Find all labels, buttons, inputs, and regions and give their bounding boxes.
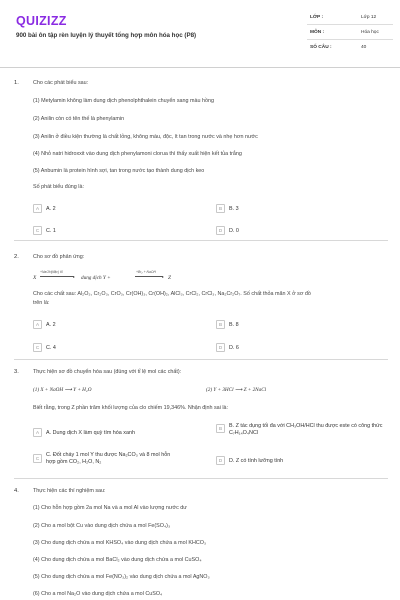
meta-label: SỐ CÂU : bbox=[310, 45, 332, 50]
scheme-x: X bbox=[33, 275, 37, 281]
option-b[interactable] bbox=[216, 423, 386, 441]
option-text: D. 0 bbox=[229, 227, 239, 234]
option-text: B. Z tác dụng tối đa với CH₃OH/HCl thu được este có công thức C₇H₁₄O₄NCl bbox=[229, 423, 383, 436]
statement: (3) Cho dung dịch chứa a mol KHSO₄ vào dung dịch chứa a mol KHCO₃ bbox=[33, 540, 207, 546]
page-header bbox=[0, 0, 400, 68]
option-text: A. Dung dịch X làm quỳ tím hóa xanh bbox=[46, 429, 135, 436]
option-text: A. 2 bbox=[46, 321, 56, 328]
meta-table bbox=[307, 10, 393, 55]
statement: (1) Cho hỗn hợp gồm 2a mol Na và a mol Al vào lượng nước dư bbox=[33, 505, 187, 511]
option-letter: D bbox=[216, 343, 225, 352]
arrow-head-icon: ▸ bbox=[162, 274, 165, 279]
meta-value: Hóa học bbox=[361, 30, 379, 35]
equation-2: (2) Y + 3HCl ⟶ Z + 2NaCl bbox=[206, 387, 267, 393]
option-letter: D bbox=[216, 456, 225, 465]
statement: (4) Cho dung dịch chứa a mol BaCl₂ vào dung dịch chứa a mol CuSO₄ bbox=[33, 557, 202, 563]
option-text: A. 2 bbox=[46, 205, 56, 212]
equation-1: (1) X + NaOH ⟶ Y + H₂O bbox=[33, 387, 92, 393]
statement: Số phát biểu đúng là: bbox=[33, 184, 84, 190]
statement: (1) Metylamin không làm dung dịch phenolphthalein chuyển sang màu hồng bbox=[33, 98, 215, 104]
statement: Cho các chất sau: Al₂O₃, Cr₂O₃, CrO₃, Cr(OH)₃, Cr(OH)₂, AlCl₃, CrCl₂, CrCl₃, Na₂Cr₂O₇. Số chất thỏa mãn X ở sơ đồ bbox=[33, 291, 311, 297]
option-letter: D bbox=[216, 226, 225, 235]
meta-label: MÔN : bbox=[310, 30, 325, 35]
meta-row-subject bbox=[307, 25, 393, 40]
scheme-middle: dung dịch Y + bbox=[81, 275, 111, 281]
reaction-scheme bbox=[33, 268, 233, 284]
meta-value: 40 bbox=[361, 45, 367, 50]
arrow-icon bbox=[40, 276, 74, 277]
option-text: B. 3 bbox=[229, 205, 239, 212]
statement: (6) Cho a mol Na₂O vào dung dịch chứa a mol CuSO₄ bbox=[33, 591, 163, 597]
question-stem: Thực hiện sơ đồ chuyển hóa sau (đúng với tỉ lệ mol các chất): bbox=[33, 369, 182, 375]
question-divider bbox=[14, 359, 388, 360]
meta-value: Lớp 12 bbox=[361, 15, 377, 20]
option-text: D. Z có tính lưỡng tính bbox=[229, 457, 284, 464]
option-text: C. 1 bbox=[46, 227, 56, 234]
option-text: B. 8 bbox=[229, 321, 239, 328]
meta-row-count bbox=[307, 40, 393, 55]
question-number: 2. bbox=[14, 254, 19, 260]
option-letter: A bbox=[33, 320, 42, 329]
option-text: C. Đốt cháy 1 mol Y thu được Na₂CO₃ và 8 mol hỗn hợp gồm CO₂, H₂O, N₂ bbox=[46, 452, 171, 465]
arrow-head-icon: ▸ bbox=[73, 274, 76, 279]
meta-row-class bbox=[307, 10, 393, 25]
arrow-icon bbox=[135, 276, 163, 277]
question-divider bbox=[14, 240, 388, 241]
option-letter: C bbox=[33, 343, 42, 352]
statement: (3) Anilin ở điều kiện thường là chất lỏng, không màu, độc, ít tan trong nước và nhẹ hơn nước bbox=[33, 134, 258, 140]
option-text: D. 6 bbox=[229, 344, 239, 351]
statement: (5) Anbumin là protein hình sợi, tan trong nước tạo thành dung dịch keo bbox=[33, 168, 205, 174]
question-number: 1. bbox=[14, 80, 19, 86]
option-letter: B bbox=[216, 424, 225, 433]
option-text: C. 4 bbox=[46, 344, 56, 351]
statement: (2) Cho a mol bột Cu vào dung dịch chứa a mol Fe(SO₄)₃ bbox=[33, 523, 171, 529]
question-stem: Thực hiện các thí nghiệm sau: bbox=[33, 488, 106, 494]
statement: (5) Cho dung dịch chứa a mol Fe(NO₃)₂ vào dung dịch chứa a mol AgNO₃ bbox=[33, 574, 210, 580]
document-title: 900 bài ôn tập rèn luyện lý thuyết tổng hợp môn hóa học (P8) bbox=[16, 32, 197, 39]
option-letter: C bbox=[33, 454, 42, 463]
scheme-z: Z bbox=[168, 275, 171, 281]
question-stem: Cho sơ đồ phản ứng: bbox=[33, 254, 85, 260]
question-number: 4. bbox=[14, 488, 19, 494]
meta-label: LỚP : bbox=[310, 15, 324, 20]
option-letter: B bbox=[216, 320, 225, 329]
scheme-arrow-label-2: +Br₂ + NaOH bbox=[136, 270, 156, 274]
brand-logo: QUIZIZZ bbox=[16, 14, 67, 28]
option-a[interactable] bbox=[33, 427, 193, 438]
option-letter: A bbox=[33, 428, 42, 437]
option-letter: B bbox=[216, 204, 225, 213]
statement: Biết rằng, trong Z phần trăm khối lượng của clo chiếm 19,346%. Nhận định sai là: bbox=[33, 405, 229, 411]
question-number: 3. bbox=[14, 369, 19, 375]
scheme-arrow-label-1: +NaOH(đặc) t0 bbox=[40, 270, 63, 274]
question-divider bbox=[14, 478, 388, 479]
option-letter: C bbox=[33, 226, 42, 235]
option-letter: A bbox=[33, 204, 42, 213]
statement: (4) Nhỏ natri hidroxxit vào dung dịch phenylamoni clorua thì thấy xuất hiện kết tủa trắng bbox=[33, 151, 242, 157]
option-c[interactable] bbox=[33, 452, 208, 470]
question-stem: Cho các phát biểu sau: bbox=[33, 80, 89, 86]
statement: trên là: bbox=[33, 300, 50, 306]
statement: (2) Anilin còn có tên thế là phenylamin bbox=[33, 116, 125, 122]
